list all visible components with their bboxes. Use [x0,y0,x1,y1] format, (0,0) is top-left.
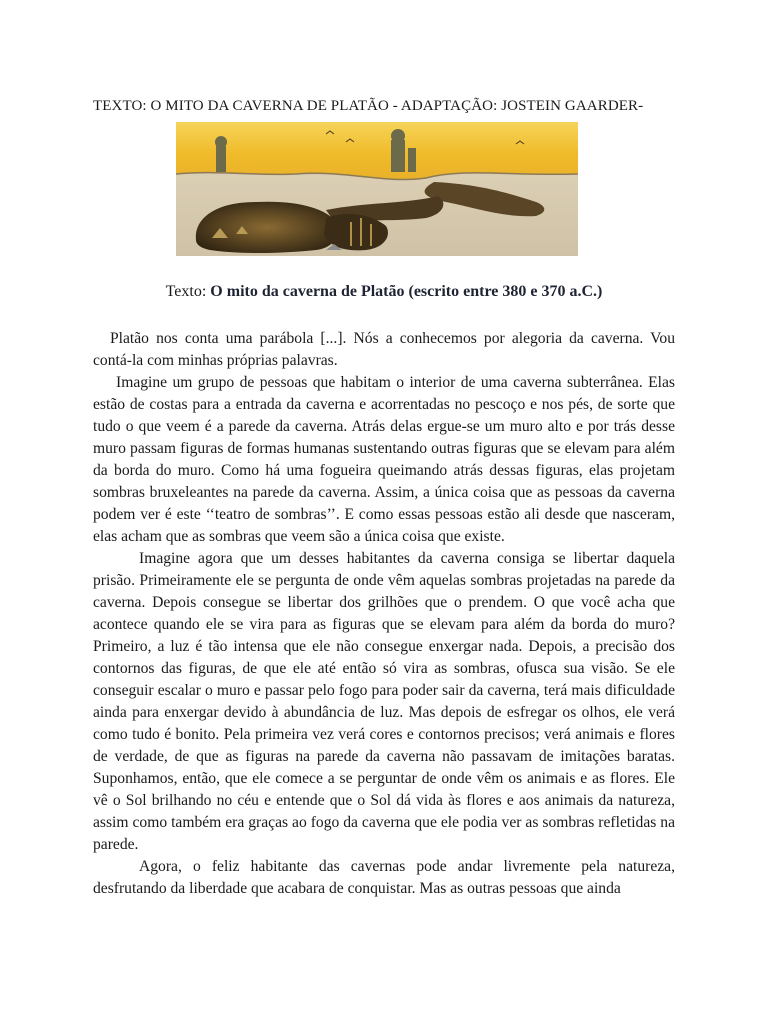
body-text [93,328,675,900]
paragraph-intro: Platão nos conta uma parábola [...]. Nós a conhecemos por alegoria da caverna. Vou contá-la com minhas próprias palavras. [93,330,675,369]
paragraph-cave-description: Imagine um grupo de pessoas que habitam o interior de uma caverna subterrânea. Elas estão de costas para a entrada da caverna e acorrentadas no pescoço e nos pés, de sorte que tudo o que veem é a parede da caverna. Atrás delas ergue-se um muro alto e por trás desse muro passam figuras de formas humanas sustentando outras figuras que se elevam para além da borda do muro. Como há uma fogueira queimando atrás dessas figuras, elas projetam sombras bruxeleantes na parede da caverna. Assim, a única coisa que as pessoas da caverna podem ver é este ‘‘teatro de sombras’’. E como essas pessoas estão ali desde que nasceram, elas acham que as sombras que veem são a única coisa que existe. [93,374,675,545]
document-heading: TEXTO: O MITO DA CAVERNA DE PLATÃO - ADAPTAÇÃO: JOSTEIN GAARDER- [93,98,644,114]
subtitle-prefix: Texto: [165,283,211,300]
subtitle-title: O mito da caverna de Platão (escrito entre 380 e 370 a.C.) [210,283,603,300]
paragraph-freedom: Agora, o feliz habitante das cavernas pode andar livremente pela natureza, desfrutando da liberdade que acabara de conquistar. Mas as outras pessoas que ainda [93,858,675,897]
text-subtitle [0,283,768,301]
cave-allegory-illustration [176,122,578,256]
paragraph-liberation: Imagine agora que um desses habitantes da caverna consiga se libertar daquela prisão. Primeiramente ele se pergunta de onde vêm aquelas sombras projetadas na parede da caverna. Depois consegue se libertar dos grilhões que o prendem. O que você acha que acontece quando ele se vira para as figuras que se elevam para além da borda do muro? Primeiro, a luz é tão intensa que ele não consegue enxergar nada. Depois, a precisão dos contornos das figuras, de que ele até então só vira as sombras, ofusca sua visão. Se ele conseguir escalar o muro e passar pelo fogo para poder sair da caverna, terá mais dificuldade ainda para enxergar devido à abundância de luz. Mas depois de esfregar os olhos, ele verá como tudo é bonito. Pela primeira vez verá cores e contornos precisos; verá animais e flores de verdade, de que as figuras na parede da caverna não passavam de imitações baratas. Suponhamos, então, que ele comece a se perguntar de onde vêm os animais e as flores. Ele vê o Sol brilhando no céu e entende que o Sol dá vida às flores e aos animais da natureza, assim como também era graças ao fogo da caverna que ele podia ver as sombras refletidas na parede. [93,550,675,853]
